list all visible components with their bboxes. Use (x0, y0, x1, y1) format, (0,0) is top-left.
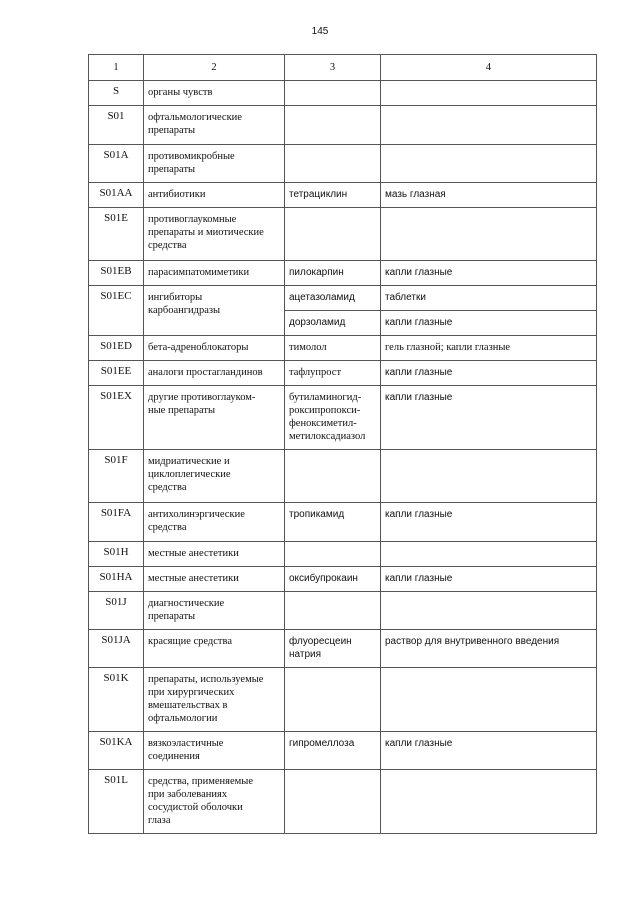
drug-name: тропикамид (285, 503, 381, 542)
table-row (89, 145, 597, 183)
drug-name: тафлупрост (285, 361, 381, 386)
drug-name: оксибупрокаин (285, 567, 381, 592)
table-row (89, 208, 597, 261)
group-name: вязкоэластичные соединения (144, 732, 285, 770)
group-name: бета-адреноблокаторы (144, 336, 285, 361)
group-name: противоглаукомные препараты и миотические средства (144, 208, 285, 261)
drug-name: дорзоламид (285, 311, 381, 336)
drug-classification-table (88, 54, 597, 834)
table-row (89, 183, 597, 208)
atc-code: S01F (89, 450, 144, 503)
drug-name (285, 450, 381, 503)
drug-name (285, 208, 381, 261)
table-row (89, 261, 597, 286)
group-name: средства, применяемые при заболеваниях сосудистой оболочки глаза (144, 770, 285, 834)
atc-code: S01JA (89, 630, 144, 668)
group-name: органы чувств (144, 81, 285, 106)
drug-name: гипромеллоза (285, 732, 381, 770)
drug-name (285, 668, 381, 732)
atc-code: S01L (89, 770, 144, 834)
page-number: 145 (311, 26, 329, 37)
table-row (89, 386, 597, 450)
drug-name (285, 542, 381, 567)
atc-code: S01ED (89, 336, 144, 361)
dosage-form: капли глазные (381, 361, 597, 386)
dosage-form: капли глазные (381, 732, 597, 770)
drug-name: флуоресцеин натрия (285, 630, 381, 668)
atc-code: S01K (89, 668, 144, 732)
dosage-form (381, 106, 597, 145)
table-row (89, 770, 597, 834)
drug-name (285, 106, 381, 145)
atc-code: S01FA (89, 503, 144, 542)
dosage-form (381, 770, 597, 834)
dosage-form (381, 592, 597, 630)
dosage-form: капли глазные (381, 503, 597, 542)
group-name: ингибиторы карбоангидразы (144, 286, 285, 336)
atc-code: S01EB (89, 261, 144, 286)
group-name: офтальмологические препараты (144, 106, 285, 145)
dosage-form (381, 208, 597, 261)
column-header: 4 (381, 55, 597, 81)
drug-name (285, 770, 381, 834)
table-row (89, 81, 597, 106)
table-row (89, 286, 597, 311)
table-row (89, 336, 597, 361)
drug-name (285, 592, 381, 630)
column-header: 1 (89, 55, 144, 81)
dosage-form: таблетки (381, 286, 597, 311)
group-name: диагностические препараты (144, 592, 285, 630)
group-name: местные анестетики (144, 542, 285, 567)
atc-code: S01E (89, 208, 144, 261)
atc-code: S01J (89, 592, 144, 630)
dosage-form: капли глазные (381, 311, 597, 336)
atc-code: S01 (89, 106, 144, 145)
atc-code: S01AA (89, 183, 144, 208)
table-row (89, 450, 597, 503)
table-row (89, 630, 597, 668)
group-name: антибиотики (144, 183, 285, 208)
drug-name: тимолол (285, 336, 381, 361)
table-row (89, 567, 597, 592)
drug-name: бутиламиногид- роксипропокси- феноксиметил- метилоксадиазол (285, 386, 381, 450)
dosage-form: гель глазной; капли глазные (381, 336, 597, 361)
drug-name: тетрациклин (285, 183, 381, 208)
dosage-form: мазь глазная (381, 183, 597, 208)
group-name: красящие средства (144, 630, 285, 668)
drug-name: пилокарпин (285, 261, 381, 286)
table-row (89, 732, 597, 770)
atc-code: S (89, 81, 144, 106)
atc-code: S01A (89, 145, 144, 183)
dosage-form: капли глазные (381, 386, 597, 450)
table-row (89, 542, 597, 567)
drug-name: ацетазоламид (285, 286, 381, 311)
group-name: противомикробные препараты (144, 145, 285, 183)
group-name: мидриатические и циклоплегические средства (144, 450, 285, 503)
group-name: антихолинэргические средства (144, 503, 285, 542)
dosage-form (381, 542, 597, 567)
table-header-row (89, 55, 597, 81)
drug-name (285, 145, 381, 183)
dosage-form: капли глазные (381, 261, 597, 286)
atc-code: S01EX (89, 386, 144, 450)
atc-code: S01EE (89, 361, 144, 386)
dosage-form (381, 145, 597, 183)
group-name: парасимпатомиметики (144, 261, 285, 286)
column-header: 3 (285, 55, 381, 81)
table-row (89, 106, 597, 145)
drug-name (285, 81, 381, 106)
dosage-form: капли глазные (381, 567, 597, 592)
column-header: 2 (144, 55, 285, 81)
dosage-form: раствор для внутривенного введения (381, 630, 597, 668)
table-row (89, 361, 597, 386)
table-row (89, 592, 597, 630)
dosage-form (381, 450, 597, 503)
group-name: местные анестетики (144, 567, 285, 592)
table-row (89, 503, 597, 542)
atc-code: S01H (89, 542, 144, 567)
dosage-form (381, 668, 597, 732)
atc-code: S01KA (89, 732, 144, 770)
atc-code: S01HA (89, 567, 144, 592)
dosage-form (381, 81, 597, 106)
group-name: аналоги простагландинов (144, 361, 285, 386)
group-name: препараты, используемые при хирургических вмешательствах в офтальмологии (144, 668, 285, 732)
table-row (89, 668, 597, 732)
group-name: другие противоглауком- ные препараты (144, 386, 285, 450)
atc-code: S01EC (89, 286, 144, 336)
